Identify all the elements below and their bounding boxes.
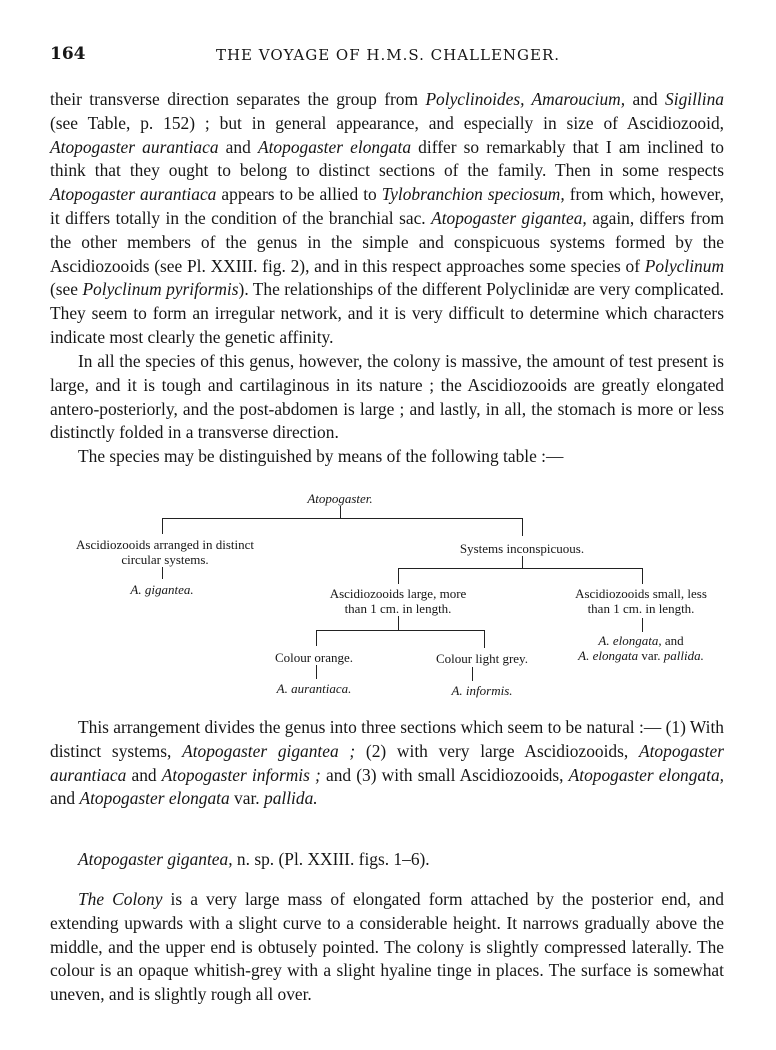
running-title: THE VOYAGE OF H.M.S. CHALLENGER. [215,46,561,64]
tree-line [642,568,643,584]
tree-line [162,518,163,534]
tree-line [162,518,523,519]
tree-leaf-gigantea: A. gigantea. [130,582,194,597]
species-name: pallida. [663,648,704,663]
tree-node-line: Ascidiozooids small, less [575,586,707,601]
tree-line [316,665,317,679]
tree-node-large [302,586,494,616]
tree-line [398,568,643,569]
paragraph-4 [50,716,724,811]
species-name: Atopogaster elongata [79,788,230,809]
species-name: pallida. [264,788,318,809]
tree-line [316,630,317,646]
species-name: A. elongata, [598,633,662,648]
tree-node-line: circular systems. [121,552,209,567]
tree-line [642,618,643,632]
paragraph-text: In all the species of this genus, however, the colony is massive, the amount of test present is large, and it is tough and cartilaginous in its nature ; the Ascidiozooids are greatly elongated antero-posteriorly, and the post-abdomen is large ; and lastly, in all, the stomach is more or less distinctly folded in a transverse direction. [50,351,724,443]
tree-line [162,567,163,579]
tree-leaf-elongata [550,633,732,663]
text-run: and [126,764,162,785]
text-run: their transverse direction separates the group from [50,89,426,109]
page-number: 164 [50,44,86,64]
species-name: Atopogaster aurantiaca [50,740,724,785]
tree-node-small [550,586,732,616]
tree-line [316,630,485,631]
tree-node-line: Ascidiozooids arranged in distinct [76,537,254,552]
paragraph-5 [50,888,724,1007]
section-lead: The Colony [78,889,163,909]
tree-leaf-informis: A. informis. [451,683,513,698]
text-run: from which, however, it differs totally in the condition of the branchial sac. [50,184,724,228]
species-name: Atopogaster informis ; [161,764,321,785]
text-run: var. [638,648,664,663]
species-name: Polyclinoides, Amaroucium, [425,89,626,109]
text-run: var. [229,788,264,809]
text-run: and [218,136,258,157]
tree-line [398,616,399,630]
species-name: Atopogaster gigantea, [78,849,233,869]
paragraph-text: The species may be distinguished by means of the following table :— [78,446,564,466]
tree-node-line: than 1 cm. in length. [344,601,452,616]
species-name: A. elongata [578,648,639,663]
species-name: Atopogaster elongata, [568,764,724,785]
text-run: (see [50,279,83,300]
species-name: Atopogaster gigantea, [431,207,587,228]
tree-line [522,556,523,568]
species-name: Atopogaster elongata [257,136,412,157]
species-name: Atopogaster gigantea ; [182,740,356,761]
tree-node-line: Ascidiozooids large, more [329,586,467,601]
species-name: Polyclinum pyriformis [82,279,239,300]
tree-node-orange: Colour orange. [275,650,353,665]
species-name: Tylobranchion speciosum, [381,184,565,205]
species-name: Atopogaster aurantiaca [50,184,217,205]
tree-node-inconspicuous: Systems inconspicuous. [459,541,585,556]
text-run: and [625,89,666,109]
text-run: (2) with very large Ascidiozooids, [355,740,639,761]
text-run: and [50,788,80,809]
species-name: Polyclinum [644,255,724,276]
text-run: differ so remarkably that I am inclined to think that they ought to belong to distinct sections of the family. Then in some respects [50,136,724,181]
text-run: and [661,633,684,648]
tree-leaf-aurantiaca: A. aurantiaca. [276,681,352,696]
tree-line [484,630,485,648]
text-run: and (3) with small Ascidiozooids, [320,764,569,785]
text-run: (see Table, p. 152) ; but in general appearance, and especially in size of Ascidiozooid, [50,112,724,133]
species-name: Atopogaster aurantiaca [50,136,219,157]
tree-line [398,568,399,584]
text-run: is a very large mass of elongated form attached by the posterior end, and extending upwards with a slight curve to a considerable height. It narrows gradually above the middle, and the upper end is obtusely pointed. The colony is slightly compressed laterally. The colour is an opaque whitish-grey with a slight hyaline tinge in places. The surface is somewhat uneven, and is slightly rough all over. [50,889,725,1005]
text-run: again, differs from the other members of the genus in the simple and conspicuous systems formed by the Ascidiozooids (see Pl. XXIII. fig. 2), and in this respect approaches some species of [50,207,724,276]
tree-node-grey: Colour light grey. [436,651,528,666]
tree-line [472,667,473,681]
species-heading [78,849,430,870]
species-name: Sigillina [665,89,724,109]
text-run: ). The relationships of the different Polyclinidæ are very complicated. They seem to form an irregular network, and it is very difficult to determine which characters indicate most clearly the genetic affinity. [50,279,724,347]
tree-node-line: than 1 cm. in length. [587,601,695,616]
tree-line [522,518,523,536]
text-run: appears to be allied to [216,184,382,205]
tree-root-label: Atopogaster. [307,491,373,506]
tree-line [340,506,341,518]
text-run: n. sp. (Pl. XXIII. figs. 1–6). [232,849,430,869]
text-run: This arrangement divides the genus into three sections which seem to be natural :— (1) With distinct systems, [50,717,724,761]
tree-node-distinct [50,537,280,567]
